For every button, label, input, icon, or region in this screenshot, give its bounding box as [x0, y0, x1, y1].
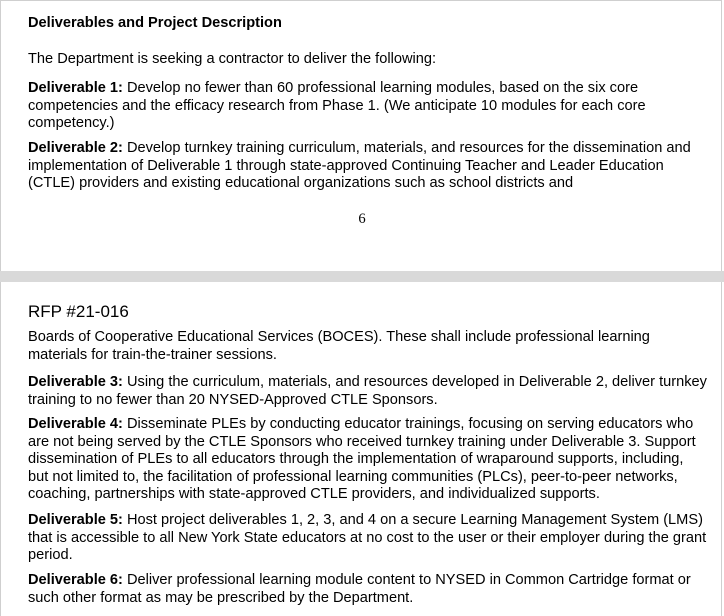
continued-paragraph: Boards of Cooperative Educational Services (BOCES). These shall include professional learning materials for train-the-trainer sessions. [28, 329, 650, 363]
deliverable-1 [28, 80, 707, 133]
deliverable-6 [28, 572, 707, 607]
deliverable-5-text: Host project deliverables 1, 2, 3, and 4 on a secure Learning Management System (LMS) that is accessible to all New York State educators at no cost to the user or their employer during the grant period. [28, 512, 707, 564]
deliverable-6-label: Deliverable 6: [28, 572, 123, 588]
deliverable-5 [28, 512, 707, 565]
deliverable-4 [28, 416, 707, 504]
deliverable-5-label: Deliverable 5: [28, 512, 123, 528]
deliverable-2-text: Develop turnkey training curriculum, materials, and resources for the dissemination and implementation of Deliverable 1 through state-approved Continuing Teacher and Leader Education (CTLE) providers and existing educational organizations such as school districts and [28, 140, 691, 192]
deliverable-4-text: Disseminate PLEs by conducting educator trainings, focusing on serving educators who are not being served by the CTLE Sponsors who received turnkey training under Deliverable 3. Support dissemination of PLEs to all educators through the implementation of wraparound supports, including, but not limited to, the facilitation of professional learning communities (PLCs), peer-to-peer networks, coaching, partnerships with state-approved CTLE providers, and individualized supports. [28, 416, 696, 503]
deliverable-3 [28, 374, 707, 409]
intro-paragraph: The Department is seeking a contractor to deliver the following: [28, 51, 437, 67]
deliverable-2 [28, 140, 707, 193]
deliverable-3-label: Deliverable 3: [28, 374, 123, 390]
page-number: 6 [358, 211, 366, 227]
deliverable-6-text: Deliver professional learning module content to NYSED in Common Cartridge format or such other format as may be prescribed by the Department. [28, 572, 691, 606]
deliverable-2-label: Deliverable 2: [28, 140, 123, 156]
deliverable-3-text: Using the curriculum, materials, and resources developed in Deliverable 2, deliver turnkey training to no fewer than 20 NYSED-Approved CTLE Sponsors. [28, 374, 707, 408]
section-heading: Deliverables and Project Description [28, 15, 282, 31]
rfp-header: RFP #21-016 [28, 302, 129, 321]
document-page-1 [0, 0, 722, 271]
deliverable-1-label: Deliverable 1: [28, 80, 123, 96]
document-page-2 [0, 282, 722, 616]
deliverable-1-text: Develop no fewer than 60 professional learning modules, based on the six core competencies and the efficacy research from Phase 1. (We anticipate 10 modules for each core competency.) [28, 80, 646, 132]
deliverable-4-label: Deliverable 4: [28, 416, 123, 432]
page-separator [0, 271, 724, 282]
